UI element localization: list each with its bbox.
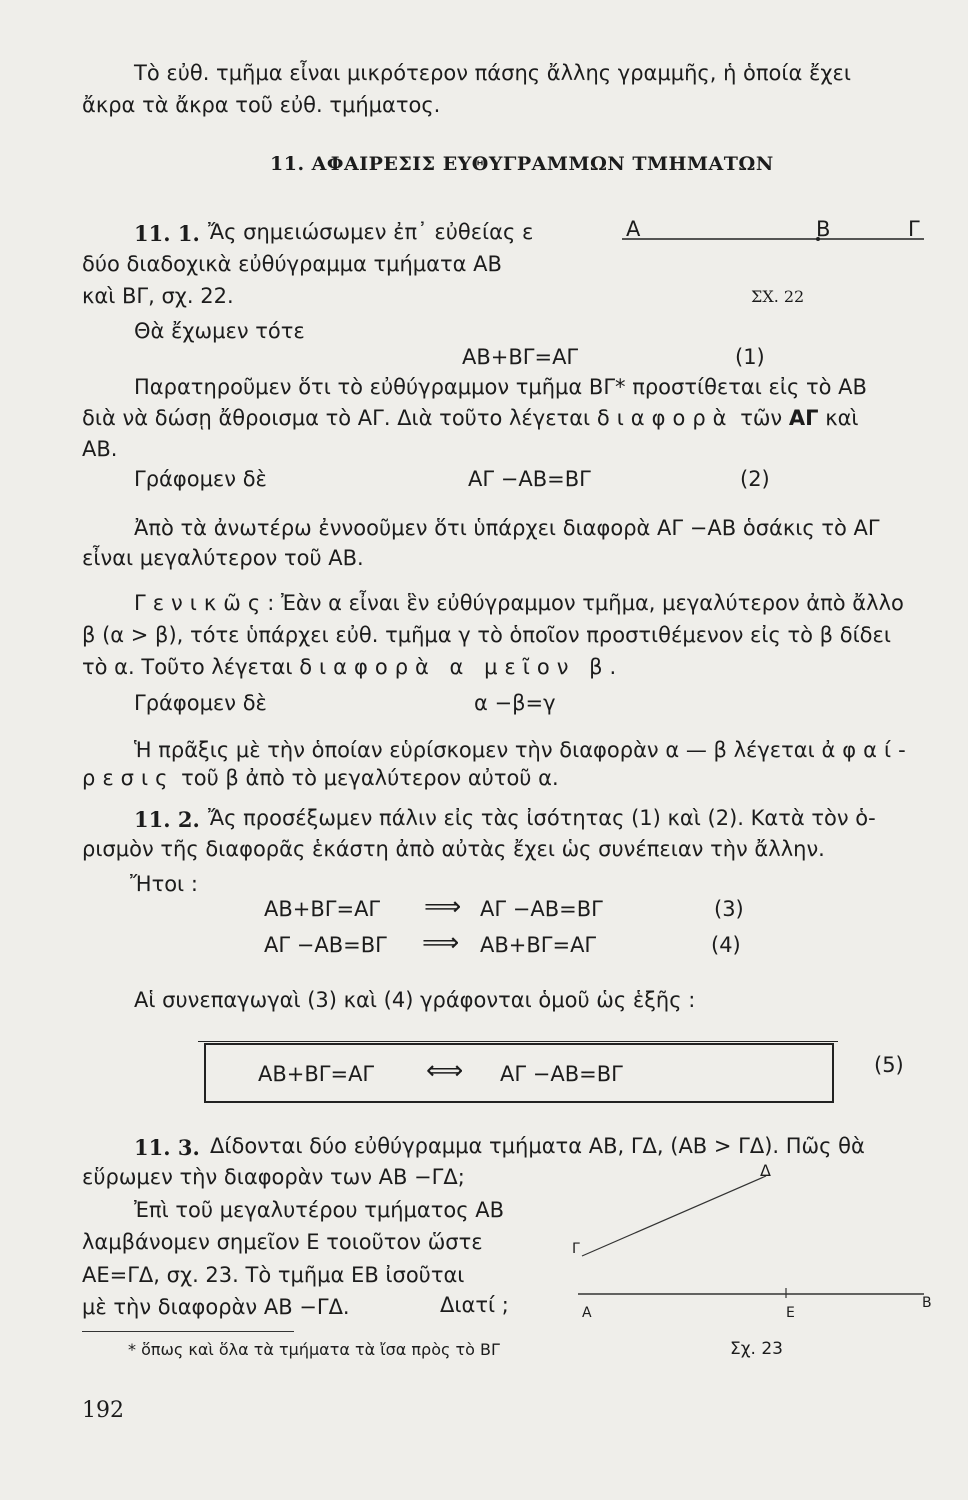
p113-line-4: λαμβάνομεν σημεῖον Ε τοιοῦτον ὥστε [82,1230,483,1254]
equation-1: ΑΒ+ΒΓ=ΑΓ [462,345,579,369]
fig23-label-d: Δ [760,1161,771,1180]
equation-3: α −β=γ [474,691,556,715]
p111-line-8: Γράφομεν δὲ [134,467,267,491]
fig23-label-c: Γ [572,1241,580,1257]
implies-arrow-icon: ⟹ [424,892,462,922]
footnote: * ὅπως καὶ ὅλα τὰ τμήματα τὰ ἴσα πρὸς τὸ ΒΓ [128,1340,500,1359]
p113-line-6a: μὲ τὴν διαφορὰν ΑΒ −ΓΔ. [82,1295,350,1319]
term-afairesis: ἀφαί- [821,738,913,762]
p111-line-9: Ἀπὸ τὰ ἀνωτέρω ἐννοοῦμεν ὅτι ὑπάρχει διαφορὰ ΑΓ −ΑΒ ὁσάκις τὸ ΑΓ [134,516,880,540]
box-left: ΑΒ+ΒΓ=ΑΓ [258,1062,375,1086]
equation-1-number: (1) [735,345,765,369]
implication-1-left: ΑΒ+ΒΓ=ΑΓ [264,897,381,921]
footnote-rule [82,1331,294,1332]
box-number: (5) [874,1053,904,1077]
p111-line-15a: Ἡ πρᾶξις μὲ τὴν ὁποίαν εὑρίσκομεν τὴν διαφορὰν α — β λέγεται [134,738,815,762]
p112-line-4: Αἱ συνεπαγωγαὶ (3) καὶ (4) γράφονται ὁμοῦ ὡς ἑξῆς : [134,988,696,1012]
implication-2-right: ΑΒ+ΒΓ=ΑΓ [480,933,597,957]
p111-line-6d: ΑΓ [788,406,819,430]
section-number-11-2: 11. 2. [134,807,200,832]
p113-line-5: ΑΕ=ΓΔ, σχ. 23. Τὸ τμῆμα ΕΒ ἰσοῦται [82,1263,465,1287]
fig22-label-c: Γ [908,217,920,241]
p111-line-6c: τῶν [740,406,783,430]
p111-line-16b: τοῦ β ἀπὸ τὸ μεγαλύτερον αὐτοῦ α. [181,766,559,790]
box-right: ΑΓ −ΑΒ=ΒΓ [500,1062,623,1086]
implication-1-right: ΑΓ −ΑΒ=ΒΓ [480,897,603,921]
intro-line-2: ἄκρα τὰ ἄκρα τοῦ εὐθ. τμήματος. [82,93,441,117]
fig23-label-a: Α [582,1305,592,1321]
p111-line-4: Θὰ ἔχωμεν τότε [134,319,305,343]
p111-line-14: Γράφομεν δὲ [134,691,267,715]
implication-1-number: (3) [714,897,744,921]
term-genikos: Γενικῶς [134,591,268,615]
fig23-label-b: Β [922,1295,932,1311]
p111-line-2: δύο διαδοχικὰ εὐθύγραμμα τμήματα ΑΒ [82,252,502,276]
fig23-caption: Σχ. 23 [730,1339,784,1359]
p113-line-3: Ἐπὶ τοῦ μεγαλυτέρου τμήματος ΑΒ [134,1198,505,1222]
equation-2: ΑΓ −ΑΒ=ΒΓ [468,467,591,491]
term-diafora-meion: διαφορὰ α μεῖον β. [299,655,624,679]
p111-line-6e: καὶ [825,406,859,430]
section-number-11-3: 11. 3. [134,1135,200,1160]
section-heading: 11. ΑΦΑΙΡΕΣΙΣ ΕΥΘΥΓΡΑΜΜΩΝ ΤΜΗΜΑΤΩΝ [270,153,774,175]
p111-line-1: Ἄς σημειώσωμεν ἐπ᾽ εὐθείας ε [208,220,534,244]
p112-line-3: Ἤτοι : [130,872,198,896]
equivalence-arrow-icon: ⟺ [426,1056,464,1086]
implication-2-number: (4) [711,933,741,957]
implication-2-left: ΑΓ −ΑΒ=ΒΓ [264,933,387,957]
p111-line-11b: : Ἐὰν α εἶναι ἓν εὐθύγραμμον τμῆμα, μεγαλύτερον ἀπὸ ἄλλο [267,591,904,615]
page-number: 192 [82,1398,124,1423]
equation-2-number: (2) [740,467,770,491]
p111-line-12: β (α > β), τότε ὑπάρχει εὐθ. τμῆμα γ τὸ ὁποῖον προστιθέμενον εἰς τὸ β δίδει [82,623,891,647]
p111-line-10: εἶναι μεγαλύτερον τοῦ ΑΒ. [82,546,364,570]
fig22-label-a: Α [626,217,641,241]
term-diafora: διαφορὰ [596,406,734,430]
p111-line-13a: τὸ α. Τοῦτο λέγεται [82,655,293,679]
term-afairesis-end: ρεσις [82,766,175,790]
p111-line-5: Παρατηροῦμεν ὅτι τὸ εὐθύγραμμον τμῆμα ΒΓ* προστίθεται εἰς τὸ ΑΒ [134,375,867,399]
p113-line-6b: Διατί ; [440,1293,509,1317]
p111-line-6a: διὰ νὰ δώσῃ ἄθροισμα τὸ ΑΓ. Διὰ τοῦτο λέγεται [82,406,591,430]
section-number-11-1: 11. 1. [134,221,200,246]
implies-arrow-icon: ⟹ [422,928,460,958]
intro-line-1: Τὸ εὐθ. τμῆμα εἶναι μικρότερον πάσης ἄλλης γραμμῆς, ἡ ὁποία ἔχει [134,61,851,85]
p112-line-2: ρισμὸν τῆς διαφορᾶς ἑκάστη ἀπὸ αὐτὰς ἔχει ὡς συνέπειαν τὴν ἄλλην. [82,837,825,861]
p113-line-1: Δίδονται δύο εὐθύγραμμα τμήματα ΑΒ, ΓΔ, (ΑΒ > ΓΔ). Πῶς θὰ [210,1134,865,1158]
p111-line-7: ΑΒ. [82,437,118,461]
fig22-caption: ΣΧ. 22 [751,287,805,306]
fig22-label-b: Β [816,217,831,241]
p111-line-3: καὶ ΒΓ, σχ. 22. [82,284,234,308]
fig23-segment-cd [582,1176,766,1256]
p112-line-1: Ἄς προσέξωμεν πάλιν εἰς τὰς ἰσότητας (1) καὶ (2). Κατὰ τὸν ὁ- [208,806,876,830]
fig23-label-e: Ε [786,1305,795,1321]
p113-line-2: εὕρωμεν τὴν διαφορὰν των ΑΒ −ΓΔ; [82,1165,465,1189]
